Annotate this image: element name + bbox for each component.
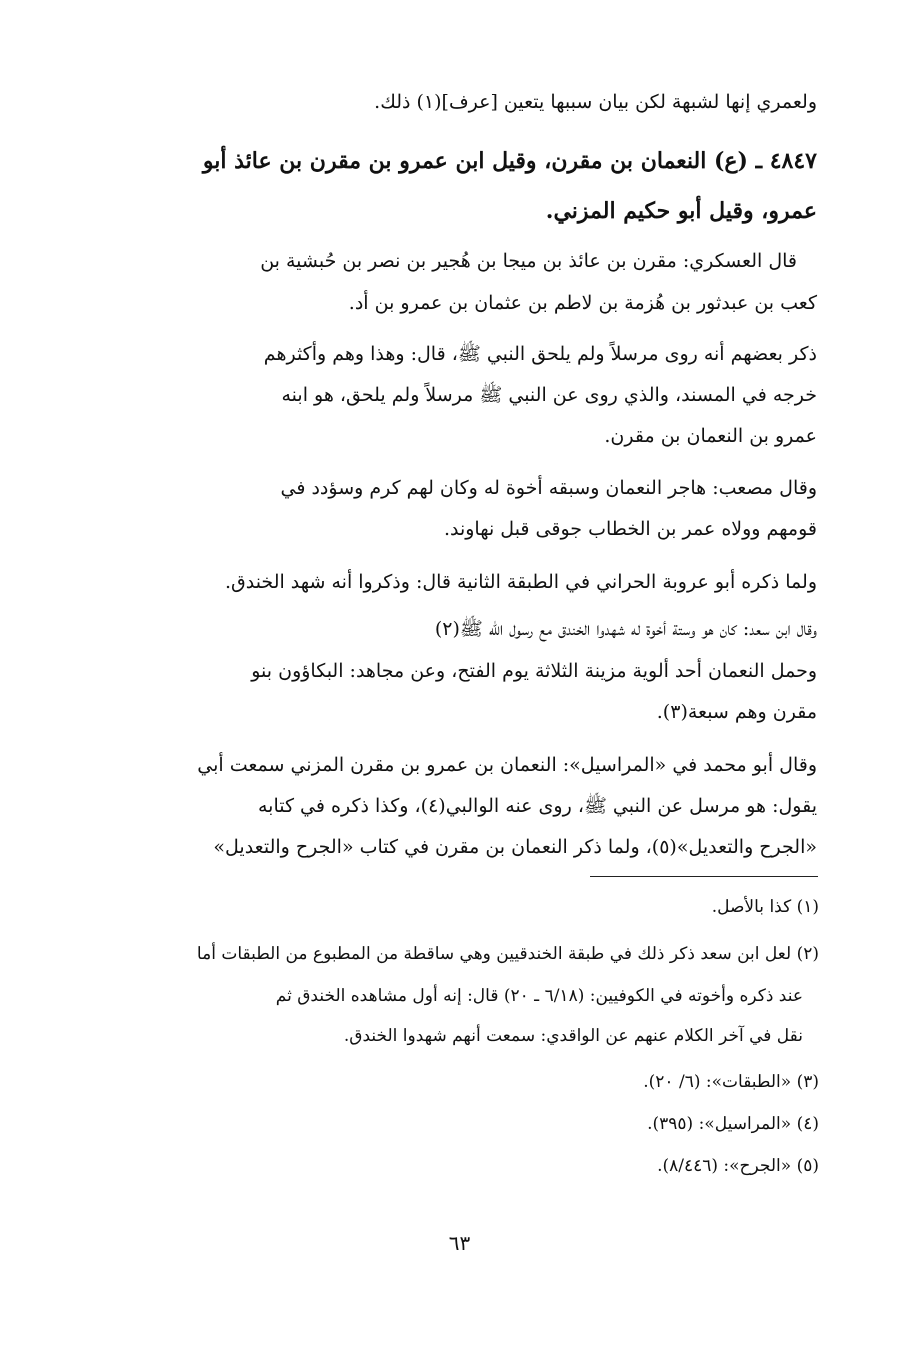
text-line: يقول: هو مرسل عن النبي ﷺ، روى عنه الوالبي(٤)، وكذا ذكره في كتابه [257,795,817,817]
footnote-separator [590,876,818,877]
entry-heading-line: ٤٨٤٧ ـ (ع) النعمان بن مقرن، وقيل ابن عمرو بن مقرن بن عائذ أبو [202,148,817,174]
text-line: وحمل النعمان أحد ألوية مزينة الثلاثة يوم الفتح، وعن مجاهد: البكاؤون بنو [251,660,817,682]
text-line: مقرن وهم سبعة(٣). [656,701,817,723]
text-line: وقال مصعب: هاجر النعمان وسبقه أخوة له وكان لهم كرم وسؤدد في [280,477,817,499]
text-line: كعب بن عبدثور بن هُزمة بن لاطم بن عثمان بن عمرو بن أد. [348,292,817,314]
page-number: ٦٣ [448,1231,471,1255]
text-line: ولما ذكره أبو عروبة الحراني في الطبقة الثانية قال: وذكروا أنه شهد الخندق. [224,571,817,593]
text-line: خرجه في المسند، والذي روى عن النبي ﷺ مرسلاً ولم يلحق، هو ابنه [281,384,817,406]
footnote-line: عند ذكره وأخوته في الكوفيين: (٦/١٨ ـ ٢٠) قال: إنه أول مشاهده الخندق ثم [275,986,803,1006]
footnote-line: (٣) «الطبقات»: (٦/ ٢٠). [643,1072,819,1092]
text-line: «الجرح والتعديل»(٥)، ولما ذكر النعمان بن مقرن في كتاب «الجرح والتعديل» [213,836,817,858]
text-line: قال العسكري: مقرن بن عائذ بن ميجا بن هُجير بن نصر بن حُبشية بن [260,250,797,272]
text-line: وقال أبو محمد في «المراسيل»: النعمان بن عمرو بن مقرن المزني سمعت أبي [197,754,817,776]
text-line: وقال ابن سعد: كان هو وستة أخوة له شهدوا الخندق مع رسول الله ﷺ(٢) [434,618,817,640]
footnote-line: (٢) لعل ابن سعد ذكر ذلك في طبقة الخندقيين وهي ساقطة من المطبوع من الطبقات أما [196,944,819,964]
footnote-line: (١) كذا بالأصل. [711,897,819,917]
footnote-line: (٥) «الجرح»: (٨/٤٤٦). [657,1156,819,1176]
footnote-line: (٤) «المراسيل»: (٣٩٥). [647,1114,819,1134]
footnote-line: نقل في آخر الكلام عنهم عن الواقدي: سمعت أنهم شهدوا الخندق. [343,1026,803,1046]
text-line: قومهم وولاه عمر بن الخطاب جوقى قبل نهاوند. [443,518,817,540]
text-line: ذكر بعضهم أنه روى مرسلاً ولم يلحق النبي ﷺ، قال: وهذا وهم وأكثرهم [263,343,817,365]
text-line: عمرو بن النعمان بن مقرن. [604,425,817,447]
entry-heading-line: عمرو، وقيل أبو حكيم المزني. [545,198,817,224]
text-line: ولعمري إنها لشبهة لكن بيان سببها يتعين [عرف](١) ذلك. [374,91,817,113]
